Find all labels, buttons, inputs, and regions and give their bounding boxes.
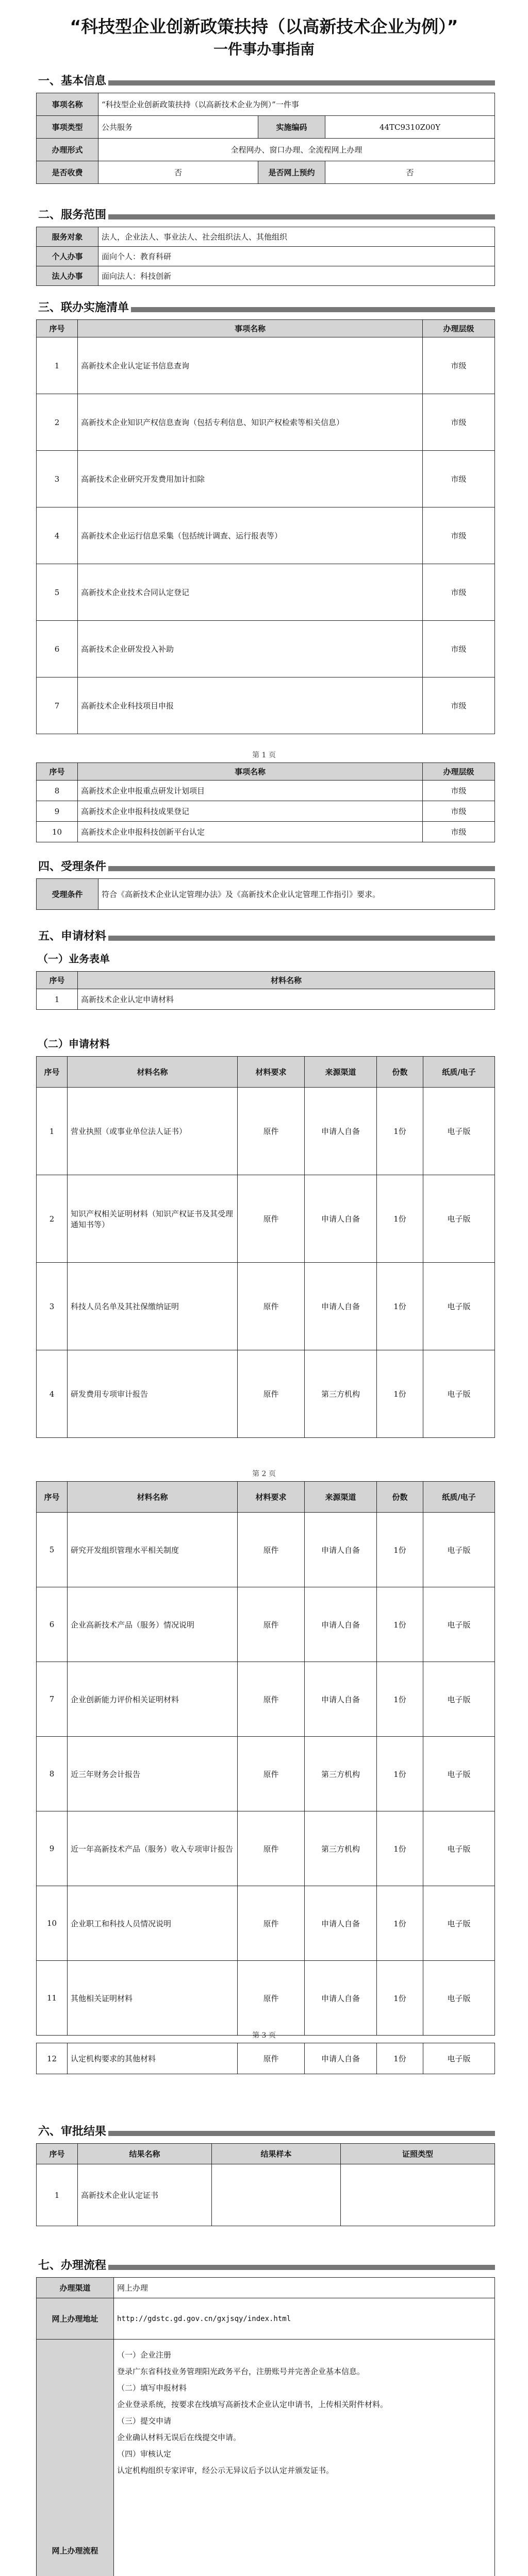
value: 法人，企业法人、事业法人、社会组织法人、其他组织 (98, 227, 495, 247)
table-row (37, 451, 495, 507)
table-cell: 1份 (377, 1662, 423, 1737)
table-cell: 申请人自备 (305, 1088, 377, 1175)
table-cell: 1份 (377, 1350, 423, 1438)
table-row (37, 801, 495, 822)
header: 序号 (37, 320, 78, 337)
label: 网上办理地址 (37, 2298, 114, 2340)
value: 符合《高新技术企业认定管理办法》及《高新技术企业认定管理工作指引》要求。 (98, 879, 495, 910)
table-row (37, 394, 495, 451)
table-cell: 企业高新技术产品（服务）情况说明 (68, 1587, 238, 1662)
label: 事项类型 (37, 116, 98, 139)
value: “科技型企业创新政策扶持（以高新技术企业为例）”一件事 (98, 93, 495, 116)
section-basic-heading: 一、基本信息 (36, 72, 495, 88)
value: （一）企业注册 登录广东省科技业务管理阳光政务平台，注册账号并完善企业基本信息。 （二）填写申报材料 企业登录系统，按要求在线填写高新技术企业认定申请书，上传相关附件材料。 （三）提交申请 企业确认材料无误后在线提交申请。 （四）审核认定 认定机构组织专家评审，经公示无异议后予以认定并颁发证书。 (114, 2340, 495, 2576)
label: 是否网上预约 (258, 161, 325, 184)
online-url-link[interactable]: http://gdstc.gd.gov.cn/gxjsqy/index.html (114, 2298, 495, 2340)
materials-table: 序号 材料名称 材料要求 来源渠道 份数 纸质/电子 1 营业执照（或事业单位法人证书） 原件 申请人自备 1份 电子版 2 知识产权相关证明材料（知识产权证书及其受理通知书等） 原件 申请人自备 1份 电子版 3 科技人员名单及其社保缴纳证明 原件 申请人自备 1份 电子版 4 研发费用专项审计报告 原件 第三方机构 1份 电子版 (36, 1056, 495, 1438)
guide-title-line1: “科技型企业创新政策扶持（以高新技术企业为例）” (70, 16, 458, 37)
table-cell: 市级 (423, 564, 495, 621)
table-cell: 申请人自备 (305, 1662, 377, 1737)
label: 事项名称 (37, 93, 98, 116)
table-row (37, 1811, 495, 1886)
table-cell: 2 (37, 394, 78, 451)
header: 事项名称 (78, 320, 423, 337)
table-cell: 科技人员名单及其社保缴纳证明 (68, 1263, 238, 1350)
table-cell: 1份 (377, 1737, 423, 1811)
header: 材料名称 (78, 972, 495, 989)
table-cell: 第三方机构 (305, 1737, 377, 1811)
table-cell: 3 (37, 451, 78, 507)
label: 是否收费 (37, 161, 98, 184)
conditions-table (36, 878, 495, 910)
table-row (37, 507, 495, 564)
table-row (37, 2164, 495, 2226)
table-cell: 12 (37, 2043, 68, 2074)
table-cell: 1 (37, 2164, 78, 2226)
value: 公共服务 (98, 116, 258, 139)
table-cell: 1份 (377, 1587, 423, 1662)
table-cell: 其他相关证明材料 (68, 1961, 238, 2036)
table-cell: 1份 (377, 1263, 423, 1350)
table-row (37, 1662, 495, 1737)
table-cell: 高新技术企业认定证书 (78, 2164, 212, 2226)
table-row (37, 1263, 495, 1350)
table-cell: 1份 (377, 2043, 423, 2074)
table-cell: 申请人自备 (305, 1513, 377, 1587)
table-cell: 电子版 (423, 2043, 495, 2074)
joint-items-table-cont (36, 762, 495, 842)
table-cell: 10 (37, 822, 78, 842)
table-cell: 原件 (238, 1175, 305, 1263)
guide-title-line2: 一件事办事指南 (213, 41, 315, 58)
table-row (37, 677, 495, 734)
section-scope-heading: 四、受理条件 (36, 858, 495, 874)
table-cell: 原件 (238, 1811, 305, 1886)
table-cell: 9 (37, 1811, 68, 1886)
table-cell: 3 (37, 1263, 68, 1350)
value: 44TC9310Z00Y (325, 116, 495, 139)
table-cell: 8 (37, 781, 78, 801)
value: 面向法人：科技创新 (98, 266, 495, 286)
table-cell: 电子版 (423, 1737, 495, 1811)
table-cell: 市级 (423, 801, 495, 822)
table-cell: 研发费用专项审计报告 (68, 1350, 238, 1438)
table-cell: 原件 (238, 1587, 305, 1662)
table-row (37, 1961, 495, 2036)
table-cell: 近三年财务会计报告 (68, 1737, 238, 1811)
table-cell: 6 (37, 1587, 68, 1662)
table-cell: 高新技术企业科技项目申报 (78, 677, 423, 734)
materials-table-cont: 序号 材料名称 材料要求 来源渠道 份数 纸质/电子 5 研究开发组织管理水平相关制度 原件 申请人自备 1份 电子版 6 企业高新技术产品（服务）情况说明 原件 申请人自备 1份 电子版 7 企业创新能力评价相关证明材料 原件 申请人自备 1份 电子版 8 近三年财务会计报告 原件 第三方机构 1份 电子版 9 近一年高新技术产品（服务）收入专项审计报告 原件 第三方机构 1份 电子版 10 企业职工和科技人员情况说明 原件 申请人自备 1份 电子版 11 其他相关证明材料 原件 申请人自备 1份 电子版 (36, 1481, 495, 2036)
table-cell: 高新技术企业研发投入补助 (78, 621, 423, 677)
table-cell: 第三方机构 (305, 1350, 377, 1438)
table-row (37, 1587, 495, 1662)
table-row (37, 989, 495, 1010)
table-cell: 7 (37, 677, 78, 734)
table-cell: 原件 (238, 1886, 305, 1961)
table-cell: 原件 (238, 1263, 305, 1350)
table-row (37, 621, 495, 677)
table-cell: 原件 (238, 1737, 305, 1811)
table-cell: 申请人自备 (305, 1175, 377, 1263)
table-cell: 原件 (238, 2043, 305, 2074)
table-cell: 电子版 (423, 1513, 495, 1587)
process-table (36, 2277, 495, 2576)
table-cell: 1份 (377, 1088, 423, 1175)
table-cell: 原件 (238, 1513, 305, 1587)
table-cell: 电子版 (423, 1961, 495, 2036)
table-cell: 市级 (423, 394, 495, 451)
table-row (37, 564, 495, 621)
table-cell: 认定机构要求的其他材料 (68, 2043, 238, 2074)
table-cell: 申请人自备 (305, 2043, 377, 2074)
table-cell: 9 (37, 801, 78, 822)
table-cell: 高新技术企业认定申请材料 (78, 989, 495, 1010)
table-row (37, 1737, 495, 1811)
label: 服务对象 (37, 227, 98, 247)
label: 受理条件 (37, 879, 98, 910)
service-objects-table (36, 227, 495, 286)
table-row (37, 1513, 495, 1587)
label: 办理形式 (37, 139, 98, 161)
table-cell: 1份 (377, 1175, 423, 1263)
form-subheading: （一）业务表单 (36, 951, 111, 965)
table-cell: 市级 (423, 822, 495, 842)
table-cell: 1份 (377, 1513, 423, 1587)
header: 序号 (37, 972, 78, 989)
table-cell: 7 (37, 1662, 68, 1737)
value: 否 (325, 161, 495, 184)
table-cell: 10 (37, 1886, 68, 1961)
table-cell: 电子版 (423, 1263, 495, 1350)
table-cell: 申请人自备 (305, 1263, 377, 1350)
table-cell: 电子版 (423, 1350, 495, 1438)
table-cell: 高新技术企业知识产权信息查询（包括专利信息、知识产权检索等相关信息） (78, 394, 423, 451)
table-cell: 高新技术企业认定证书信息查询 (78, 337, 423, 394)
table-cell: 申请人自备 (305, 1886, 377, 1961)
table-cell: 市级 (423, 507, 495, 564)
table-cell: 1 (37, 1088, 68, 1175)
header: 序号 (37, 763, 78, 781)
table-cell: 5 (37, 564, 78, 621)
table-cell (341, 2164, 495, 2226)
table-cell: 企业职工和科技人员情况说明 (68, 1886, 238, 1961)
table-cell (212, 2164, 341, 2226)
table-cell: 高新技术企业技术合同认定登记 (78, 564, 423, 621)
table-row (37, 2043, 495, 2074)
label: 实施编码 (258, 116, 325, 139)
section-items-heading: 三、联办实施清单 (36, 299, 495, 315)
table-cell: 4 (37, 1350, 68, 1438)
joint-items-table (36, 319, 495, 734)
header: 事项名称 (78, 763, 423, 781)
table-cell: 知识产权相关证明材料（知识产权证书及其受理通知书等） (68, 1175, 238, 1263)
table-cell: 原件 (238, 1961, 305, 2036)
table-cell: 原件 (238, 1088, 305, 1175)
table-cell: 市级 (423, 621, 495, 677)
table-cell: 2 (37, 1175, 68, 1263)
value: 否 (98, 161, 258, 184)
table-cell: 市级 (423, 677, 495, 734)
table-cell: 企业创新能力评价相关证明材料 (68, 1662, 238, 1737)
basic-info-table (36, 93, 495, 184)
table-row (37, 1886, 495, 1961)
table-cell: 营业执照（或事业单位法人证书） (68, 1088, 238, 1175)
table-cell: 8 (37, 1737, 68, 1811)
table-cell: 电子版 (423, 1175, 495, 1263)
label: 个人办事 (37, 247, 98, 266)
table-cell: 电子版 (423, 1886, 495, 1961)
section-review-heading: 六、审批结果 (36, 2123, 495, 2139)
table-cell: 5 (37, 1513, 68, 1587)
materials-subheading: （二）申请材料 (36, 1036, 111, 1050)
table-row (37, 781, 495, 801)
table-cell: 1 (37, 337, 78, 394)
table-cell: 1份 (377, 1811, 423, 1886)
table-cell: 1 (37, 989, 78, 1010)
table-cell: 研究开发组织管理水平相关制度 (68, 1513, 238, 1587)
table-cell: 市级 (423, 781, 495, 801)
table-cell: 高新技术企业申报科技创新平台认定 (78, 822, 423, 842)
label: 法人办事 (37, 266, 98, 286)
table-cell: 高新技术企业申报重点研发计划项目 (78, 781, 423, 801)
label: 办理渠道 (37, 2278, 114, 2298)
table-cell: 11 (37, 1961, 68, 2036)
table-row (37, 822, 495, 842)
table-cell: 6 (37, 621, 78, 677)
table-cell: 电子版 (423, 1662, 495, 1737)
table-row (37, 1350, 495, 1438)
table-cell: 高新技术企业研究开发费用加计扣除 (78, 451, 423, 507)
section-materials-heading: 五、申请材料 (36, 927, 495, 943)
header: 办理层级 (423, 763, 495, 781)
table-cell: 市级 (423, 451, 495, 507)
result-table: 序号 结果名称 结果样本 证照类型 1 高新技术企业认定证书 (36, 2143, 495, 2226)
table-cell: 1份 (377, 1961, 423, 2036)
value: 网上办理 (114, 2278, 495, 2298)
header: 办理层级 (423, 320, 495, 337)
table-cell: 原件 (238, 1350, 305, 1438)
table-cell: 高新技术企业申报科技成果登记 (78, 801, 423, 822)
page-number: 第 3 页 (252, 2031, 276, 2040)
value: 面向个人：教育科研 (98, 247, 495, 266)
table-cell: 第三方机构 (305, 1811, 377, 1886)
materials-table-cont2 (36, 2043, 495, 2074)
table-cell: 电子版 (423, 1088, 495, 1175)
page-number: 第 2 页 (252, 1470, 276, 1478)
table-row (37, 1088, 495, 1175)
table-row (37, 1175, 495, 1263)
table-cell: 1份 (377, 1886, 423, 1961)
table-cell: 电子版 (423, 1811, 495, 1886)
table-cell: 申请人自备 (305, 1587, 377, 1662)
table-cell: 高新技术企业运行信息采集（包括统计调查、运行报表等） (78, 507, 423, 564)
table-cell: 原件 (238, 1662, 305, 1737)
label: 网上办理流程 (37, 2340, 114, 2576)
table-cell: 电子版 (423, 1587, 495, 1662)
table-row (37, 337, 495, 394)
section-process-heading: 七、办理流程 (36, 2257, 495, 2273)
table-cell: 4 (37, 507, 78, 564)
section-objects-heading: 二、服务范围 (36, 206, 495, 222)
table-cell: 近一年高新技术产品（服务）收入专项审计报告 (68, 1811, 238, 1886)
form-table (36, 971, 495, 1010)
page-number: 第 1 页 (252, 751, 276, 759)
value: 全程网办、窗口办理、全流程网上办理 (98, 139, 495, 161)
table-cell: 市级 (423, 337, 495, 394)
table-cell: 申请人自备 (305, 1961, 377, 2036)
